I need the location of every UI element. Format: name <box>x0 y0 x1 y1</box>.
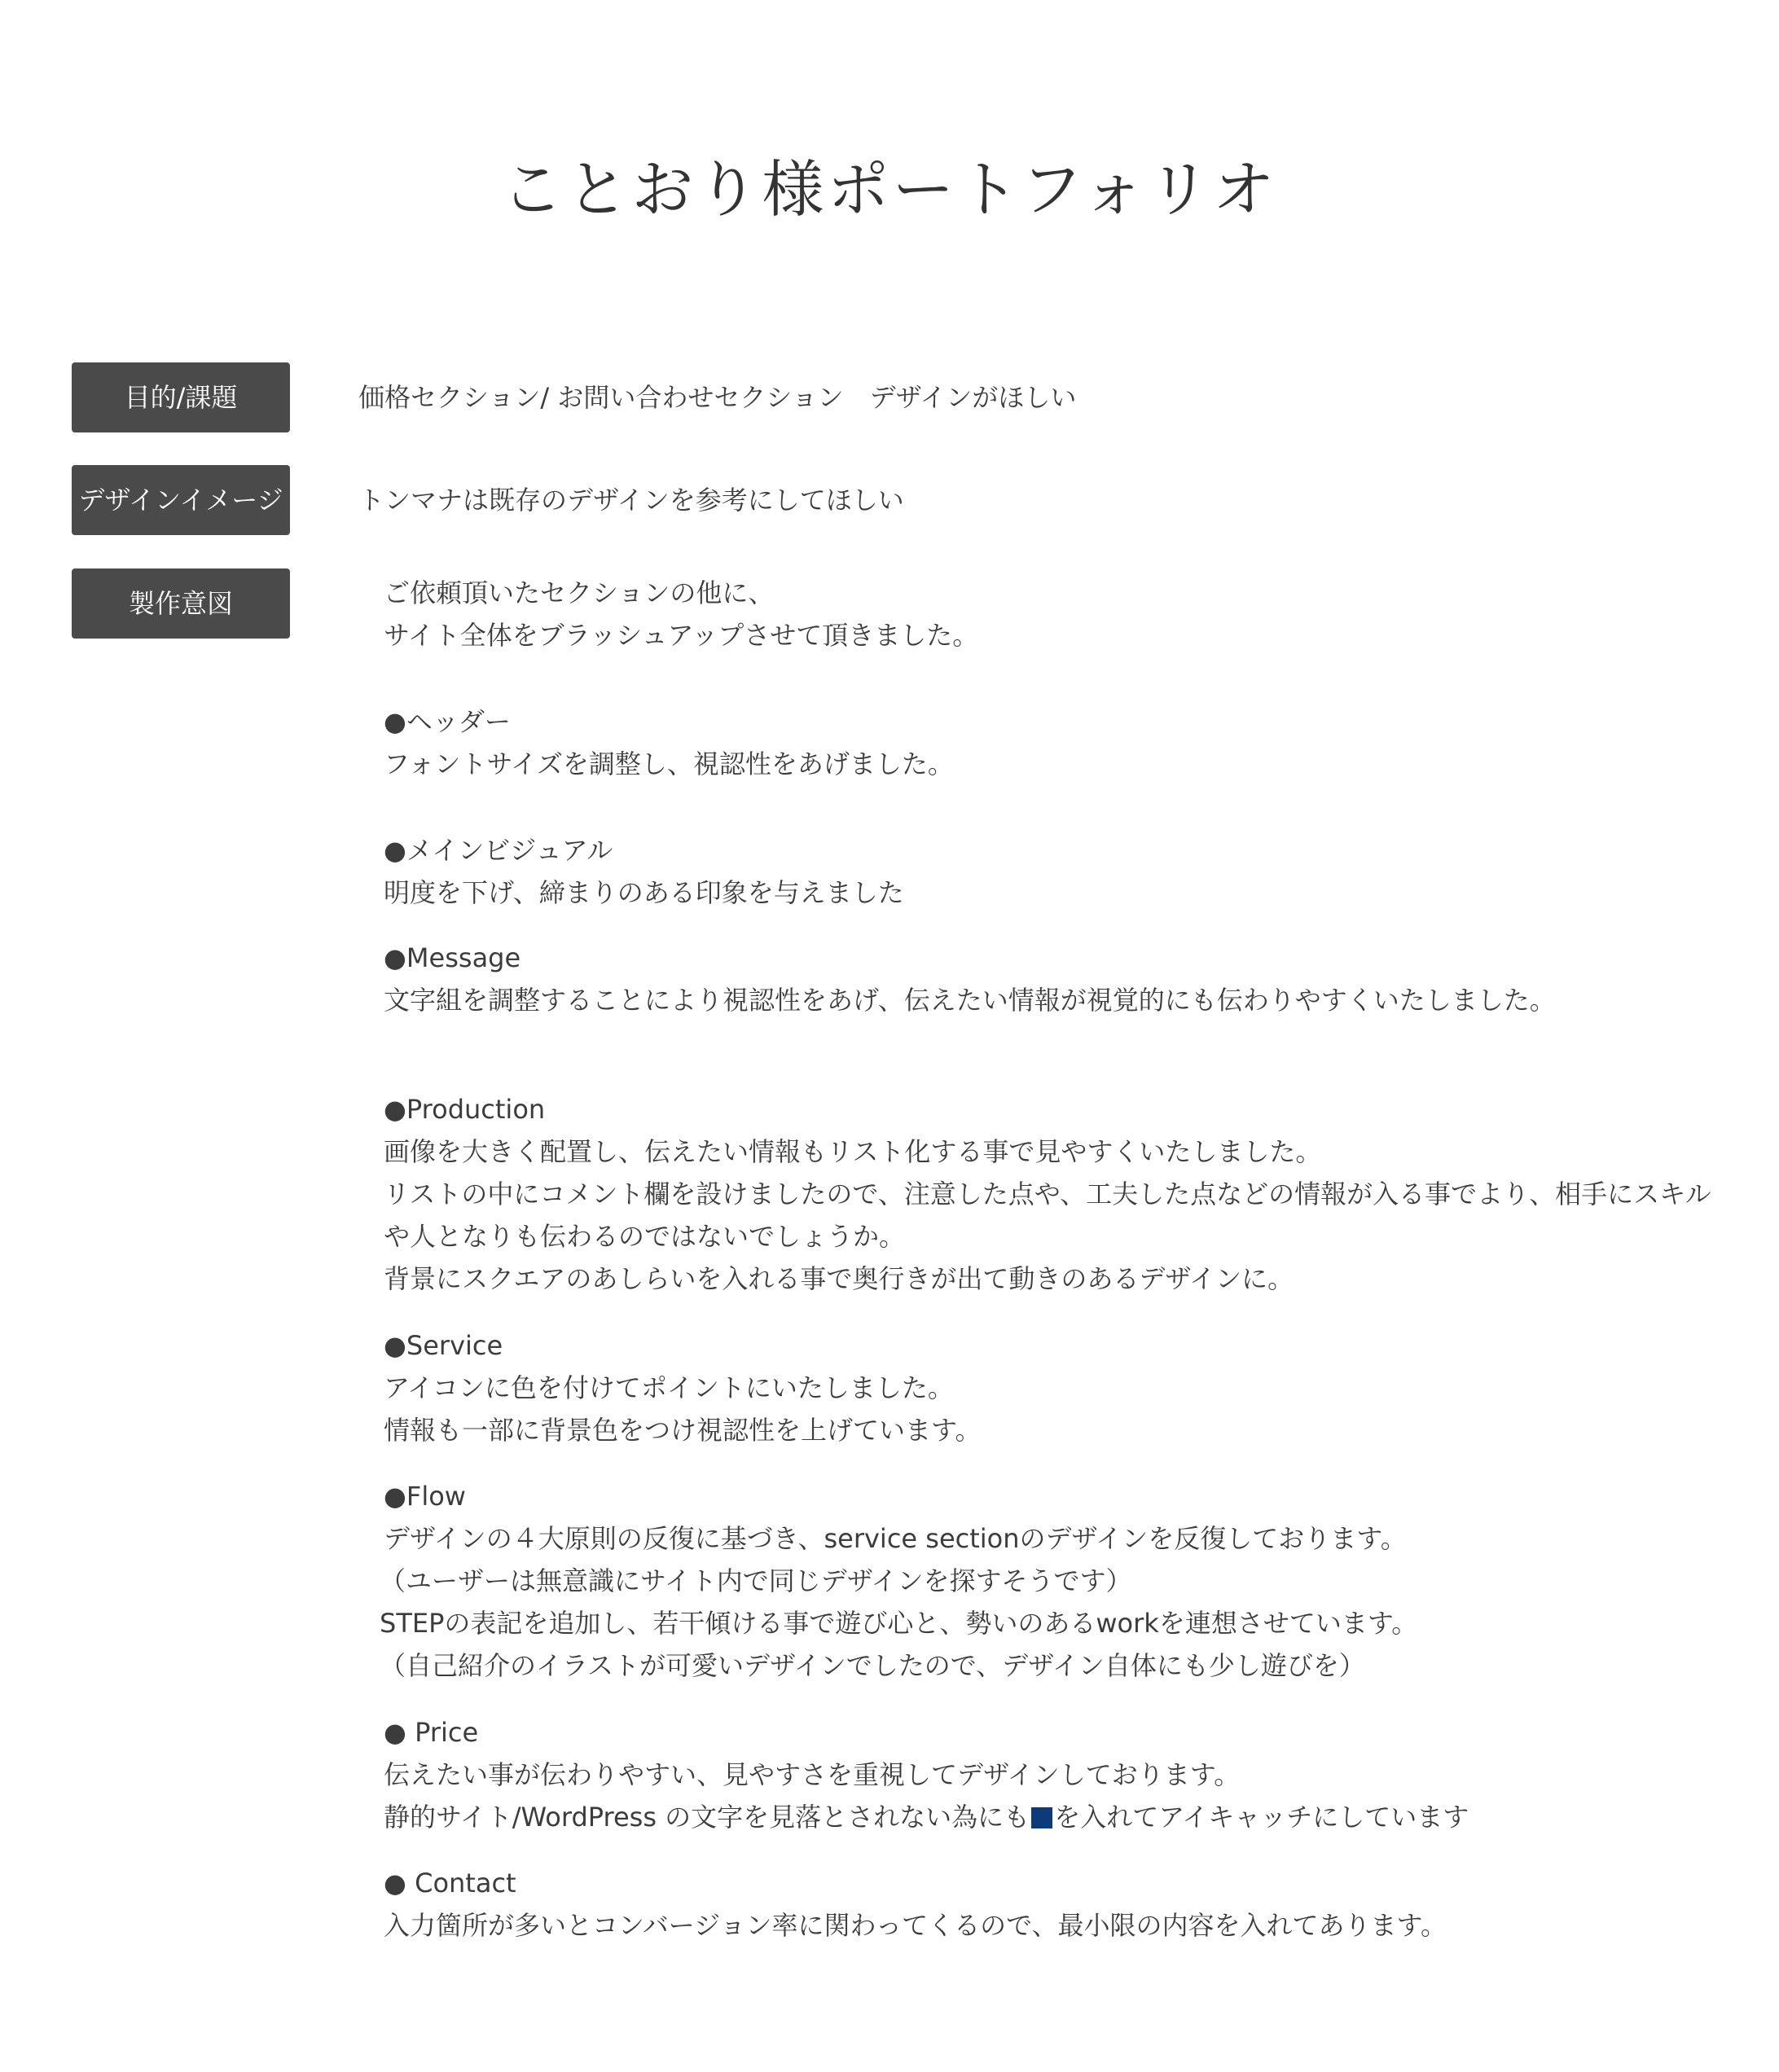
section-text: STEPの表記を追加し、若干傾ける事で遊び心と、勢いのあるworkを連想させています。 <box>380 1608 1418 1639</box>
section-heading-service: ●Service <box>384 1330 503 1361</box>
price-text-part: 静的サイト/WordPress の文字を見落とされない為にも <box>384 1802 1030 1833</box>
section-text: アイコンに色を付けてポイントにいたしました。 <box>384 1372 954 1403</box>
section-text: 背景にスクエアのあしらいを入れる事で奥行きが出て動きのあるデザインに。 <box>384 1263 1294 1294</box>
section-text: （自己紹介のイラストが可愛いデザインでしたので、デザイン自体にも少し遊びを） <box>380 1650 1365 1681</box>
section-text: 明度を下げ、締まりのある印象を与えました <box>384 877 904 908</box>
price-text-part: を入れてアイキャッチにしています <box>1054 1802 1469 1833</box>
intent-intro-line: ご依頼頂いたセクションの他に、 <box>384 577 775 608</box>
section-heading-production: ●Production <box>384 1094 546 1125</box>
section-text: リストの中にコメント欄を設けましたので、注意した点や、工夫した点などの情報が入る事でより、相手にスキル <box>384 1179 1711 1209</box>
section-text <box>384 1799 1469 1835</box>
section-text: （ユーザーは無意識にサイト内で同じデザインを探すそうです） <box>380 1565 1132 1596</box>
intent-intro-line: サイト全体をブラッシュアップさせて頂きました。 <box>384 620 979 651</box>
section-text: 情報も一部に背景色をつけ視認性を上げています。 <box>384 1415 982 1446</box>
section-text: フォントサイズを調整し、視認性をあげました。 <box>384 748 954 779</box>
section-heading-message: ●Message <box>384 942 521 973</box>
section-heading-price: ● Price <box>384 1717 479 1748</box>
value-design-image: トンマナは既存のデザインを参考にしてほしい <box>358 485 904 516</box>
page-title: ことおり様ポートフォリオ <box>501 153 1278 226</box>
label-design-image: デザインイメージ <box>72 465 290 535</box>
section-text: 入力箇所が多いとコンバージョン率に関わってくるので、最小限の内容を入れてあります。 <box>384 1910 1447 1941</box>
label-intent: 製作意図 <box>72 568 290 639</box>
section-heading-header: ●ヘッダー <box>384 706 511 737</box>
value-purpose: 価格セクション/ お問い合わせセクション デザインがほしい <box>358 382 1077 413</box>
label-purpose: 目的/課題 <box>72 362 290 432</box>
section-text: 画像を大きく配置し、伝えたい情報もリスト化する事で見やすくいたしました。 <box>384 1136 1322 1167</box>
blue-square-icon <box>1031 1807 1052 1828</box>
section-text: デザインの４大原則の反復に基づき、service sectionのデザインを反復しております。 <box>384 1523 1407 1554</box>
section-text: や人となりも伝わるのではないでしょうか。 <box>384 1221 906 1252</box>
section-heading-contact: ● Contact <box>384 1868 516 1899</box>
section-heading-main-visual: ●メインビジュアル <box>384 835 613 866</box>
section-text: 文字組を調整することにより視認性をあげ、伝えたい情報が視覚的にも伝わりやすくいたしました。 <box>384 985 1556 1016</box>
section-text: 伝えたい事が伝わりやすい、見やすさを重視してデザインしております。 <box>384 1759 1241 1790</box>
section-heading-flow: ●Flow <box>384 1481 466 1512</box>
